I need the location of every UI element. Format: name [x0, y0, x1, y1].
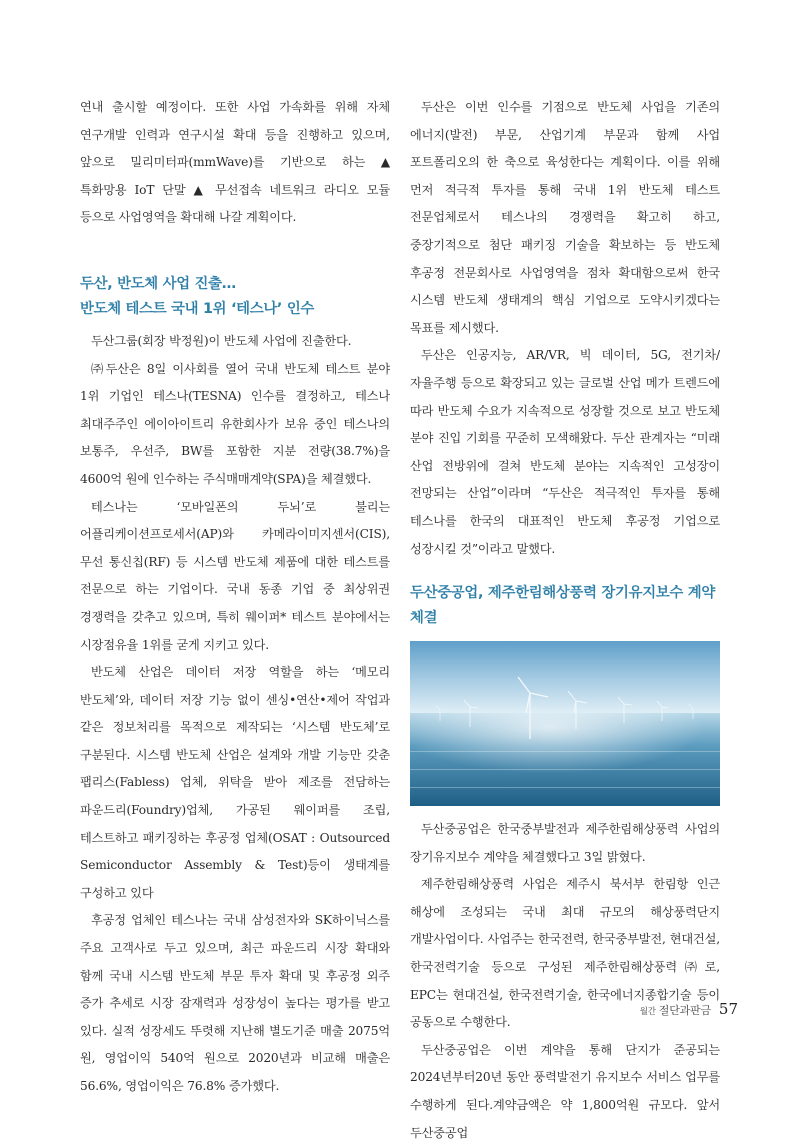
paragraph: 두산은 인공지능, AR/VR, 빅 데이터, 5G, 전기차/자율주행 등으로 확장되고 있는 글로벌 산업 메가 트렌드에 따라 반도체 수요가 지속적으로 성장할 것으로 보고 반도체 분야 진입 기회를 꾸준히 모색해왔다. 두산 관계자는 “미래 산업 전방위에 걸쳐 반도체 분야는 지속적인 고성장이 전망되는 산업”이라며 “두산은 적극적인 투자를 통해 테스나를 한국의 대표적인 반도체 후공정 기업으로 성장시킬 것”이라고 말했다. [410, 348, 720, 556]
paragraph: 두산중공업은 이번 계약을 통해 단지가 준공되는 2024년부터20년 동안 풍력발전기 유지보수 서비스 업무를 수행하게 된다.계약금액은 약 1,800억원 규모다. 앞서 두산중공업 [410, 1042, 720, 1140]
article-heading-wind-farm: 두산중공업, 제주한림해상풍력 장기유지보수 계약 체결 [410, 585, 715, 627]
page-footer [640, 1000, 738, 1018]
left-column [80, 94, 390, 1101]
magazine-prefix: 월간 [639, 1007, 656, 1017]
article-heading-doosan-semiconductor [80, 272, 390, 322]
paragraph: 두산은 이번 인수를 기점으로 반도체 사업을 기존의 에너지(발전) 부문, 산업기계 부문과 함께 사업 포트폴리오의 한 축으로 육성한다는 계획이다. 이를 위해 먼저 적극적 투자를 통해 국내 1위 반도체 테스트 전문업체로서 테스나의 경쟁력을 확고히 하고, 중장기적으로 첨단 패키징 기술을 확보하는 등 반도체 후공정 전문회사로 사업영역을 점차 확대함으로써 한국 시스템 반도체 생태계의 핵심 기업으로 도약시키겠다는 목표를 제시했다. [410, 100, 720, 335]
paragraph: 테스나는 ‘모바일폰의 두뇌’로 불리는 어플리케이션프로세서(AP)와 카메라이미지센서(CIS), 무선 통신칩(RF) 등 시스템 반도체 제품에 대한 테스트를 전문으로 하는 기업이다. 국내 동종 기업 중 최상위권 경쟁력을 갖추고 있으며, 특히 웨이퍼* 테스트 분야에서는 시장점유율 1위를 굳게 지키고 있다. [80, 499, 390, 652]
magazine-title [640, 1002, 711, 1018]
right-column [410, 94, 720, 1147]
magazine-name: 절단과판금 [658, 1004, 711, 1017]
paragraph: 두산중공업은 한국중부발전과 제주한림해상풍력 사업의 장기유지보수 계약을 체결했다고 3일 밝혔다. [410, 822, 720, 864]
heading-line-2: 반도체 테스트 국내 1위 ‘테스나’ 인수 [80, 300, 315, 317]
paragraph: 두산그룹(회장 박정원)이 반도체 사업에 진출한다. [91, 333, 352, 348]
paragraph: 후공정 업체인 테스나는 국내 삼성전자와 SK하이닉스를 주요 고객사로 두고 있으며, 최근 파운드리 시장 확대와 함께 국내 시스템 반도체 부문 투자 확대 및 후공정 외주 증가 추세로 시장 잠재력과 성장성이 높다는 평가를 받고 있다. 실적 성장세도 뚜렷해 지난해 별도기준 매출 2075억 원, 영업이익 540억 원으로 2020년과 비교해 매출은 56.6%, 영업이익은 76.8% 증가했다. [80, 913, 390, 1093]
offshore-wind-farm-photo [410, 641, 720, 806]
heading-line-1: 두산, 반도체 사업 진출… [80, 275, 236, 292]
page-number: 57 [718, 1000, 738, 1018]
paragraph: 반도체 산업은 데이터 저장 역할을 하는 ‘메모리 반도체’와, 데이터 저장 기능 없이 센싱•연산•제어 작업과 같은 정보처리를 목적으로 제작되는 ‘시스템 반도체’로 구분된다. 시스템 반도체 산업은 설계와 개발 기능만 갖춘 팹리스(Fabless) 업체, 위탁을 받아 제조를 전담하는 파운드리(Foundry)업체, 가공된 웨이퍼를 조립, 테스트하고 패키징하는 후공정 업체(OSAT : Outsourced Semiconductor Assembly & Test)등이 생태계를 구성하고 있다 [80, 665, 390, 900]
paragraph: 제주한림해상풍력 사업은 제주시 북서부 한림항 인근 해상에 조성되는 국내 최대 규모의 해상풍력단지 개발사업이다. 사업주는 한국전력, 한국중부발전, 현대건설, 한국전력기술 등으로 구성된 제주한림해상풍력㈜로, EPC는 현대건설, 한국전력기술, 한국에너지종합기술 등이 공동으로 수행한다. [410, 877, 720, 1030]
paragraph-intro: 연내 출시할 예정이다. 또한 사업 가속화를 위해 자체 연구개발 인력과 연구시설 확대 등을 진행하고 있으며, 앞으로 밀리미터파(mmWave)를 기반으로 하는 ▲ 특화망용 IoT 단말 ▲ 무선접속 네트워크 라디오 모듈 등으로 사업영역을 확대해 나갈 계획이다. [80, 100, 390, 225]
paragraph: ㈜두산은 8일 이사회를 열어 국내 반도체 테스트 분야 1위 기업인 테스나(TESNA) 인수를 결정하고, 테스나 최대주주인 에이아이트리 유한회사가 보유 중인 테스나의 보통주, 우선주, BW를 포함한 지분 전량(38.7%)을 4600억 원에 인수하는 주식매매계약(SPA)을 체결했다. [80, 361, 390, 486]
